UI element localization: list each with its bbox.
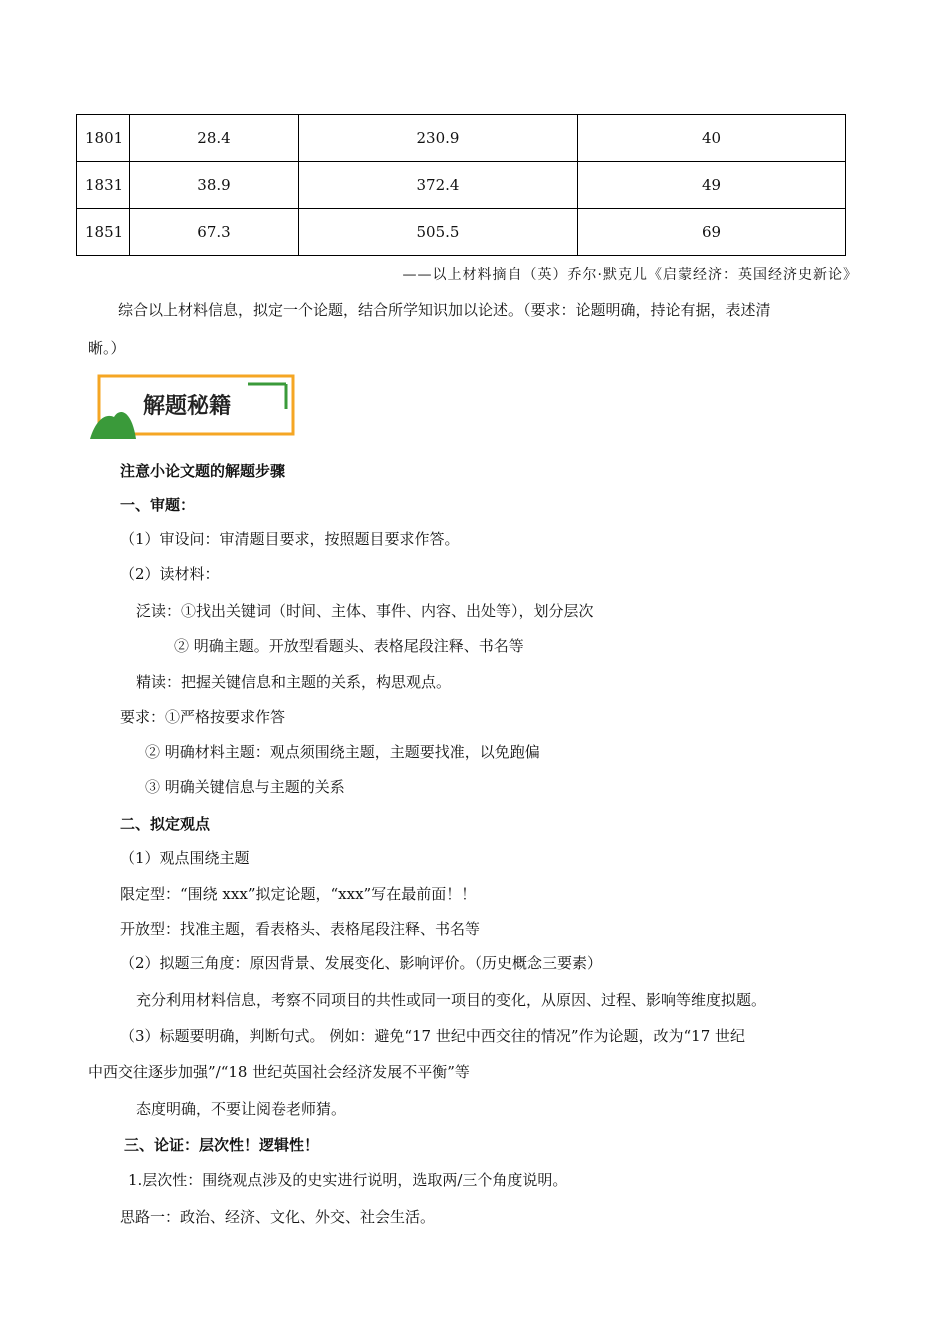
banner-title: 解题秘籍 — [143, 394, 232, 419]
guide-line: 充分利用材料信息，考察不同项目的共性或同一项目的变化，从原因、过程、影响等维度拟题。 — [136, 991, 767, 1009]
table-row — [77, 115, 846, 162]
table-cell: 1851 — [77, 209, 130, 256]
guide-line: 精读：把握关键信息和主题的关系，构思观点。 — [136, 673, 452, 691]
table-cell: 49 — [578, 162, 846, 209]
table-cell: 1801 — [77, 115, 130, 162]
guide-line: （2）拟题三角度：原因背景、发展变化、影响评价。（历史概念三要素） — [120, 954, 603, 972]
guide-line: （1）审设问：审清题目要求，按照题目要求作答。 — [120, 530, 460, 548]
guide-line: 1.层次性：围绕观点涉及的史实进行说明，选取两/三个角度说明。 — [128, 1171, 568, 1189]
section-3-title: 三、论证：层次性！逻辑性！ — [124, 1136, 320, 1154]
question-text-line1: 综合以上材料信息，拟定一个论题，结合所学知识加以论述。（要求：论题明确，持论有据，表述清 — [118, 301, 771, 319]
guide-line: 限定型：“围绕 xxx”拟定论题，“xxx”写在最前面！！ — [120, 885, 477, 903]
guide-line: ③ 明确关键信息与主题的关系 — [145, 778, 345, 796]
guide-line: （2）读材料： — [120, 565, 220, 583]
source-citation: ——以上材料摘自（英）乔尔·默克儿《启蒙经济：英国经济史新论》 — [402, 267, 858, 283]
guide-line: 态度明确，不要让阅卷老师猜。 — [136, 1100, 347, 1118]
data-table — [76, 114, 846, 256]
guide-line: 思路一：政治、经济、文化、外交、社会生活。 — [120, 1208, 436, 1226]
section-banner — [90, 373, 296, 439]
guide-line: 开放型：找准主题，看表格头、表格尾段注释、书名等 — [120, 920, 481, 938]
guide-line: 要求：①严格按要求作答 — [120, 708, 286, 726]
table-cell: 372.4 — [299, 162, 578, 209]
table-row — [77, 209, 846, 256]
question-text-line2: 晰。） — [88, 339, 126, 357]
banner-graphic — [90, 373, 296, 439]
table-cell: 230.9 — [299, 115, 578, 162]
table-cell: 67.3 — [130, 209, 299, 256]
table-row — [77, 162, 846, 209]
section-1-title: 一、审题： — [120, 496, 196, 514]
guide-line: （3）标题要明确，判断句式。 例如：避免“17 世纪中西交往的情况”作为论题，改为“17 世纪 — [120, 1027, 746, 1045]
guide-heading: 注意小论文题的解题步骤 — [120, 462, 286, 480]
guide-line: 中西交往逐步加强”/“18 世纪英国社会经济发展不平衡”等 — [88, 1063, 470, 1081]
table-cell: 505.5 — [299, 209, 578, 256]
table-cell: 28.4 — [130, 115, 299, 162]
table-cell: 40 — [578, 115, 846, 162]
guide-line: ② 明确材料主题：观点须围绕主题，主题要找准，以免跑偏 — [145, 743, 540, 761]
guide-line: ② 明确主题。开放型看题头、表格尾段注释、书名等 — [174, 637, 524, 655]
table-cell: 38.9 — [130, 162, 299, 209]
section-2-title: 二、拟定观点 — [120, 815, 211, 833]
table-cell: 1831 — [77, 162, 130, 209]
table-cell: 69 — [578, 209, 846, 256]
guide-line: 泛读：①找出关键词（时间、主体、事件、内容、出处等），划分层次 — [136, 602, 594, 620]
guide-line: （1）观点围绕主题 — [120, 849, 250, 867]
